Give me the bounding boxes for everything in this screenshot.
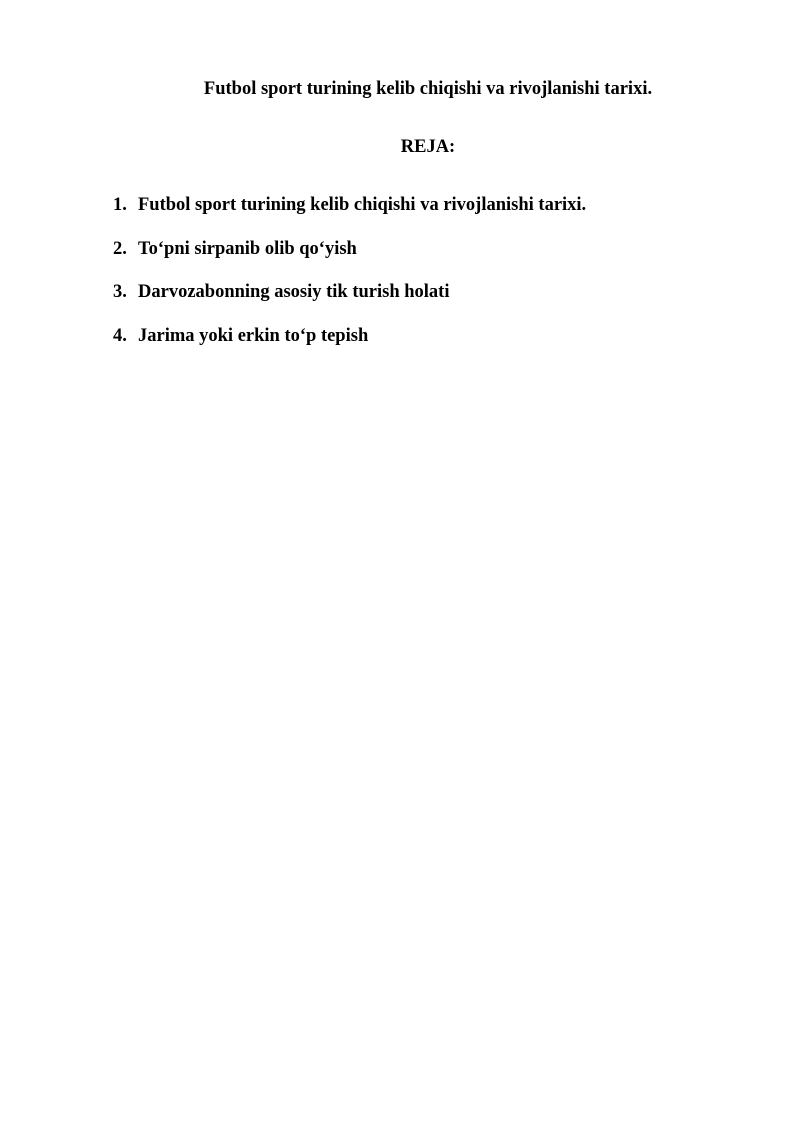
plan-item-text: Futbol sport turining kelib chiqishi va rivojlanishi tarixi. [138, 195, 587, 215]
plan-item-3 [113, 280, 586, 304]
plan-item-2 [113, 237, 586, 261]
plan-item-number: 1. [113, 195, 127, 215]
plan-item-1 [113, 193, 586, 217]
plan-item-text: Darvozabonning asosiy tik turish holati [138, 282, 450, 302]
plan-item-4 [113, 324, 586, 348]
plan-list [113, 193, 586, 367]
document-title: Futbol sport turining kelib chiqishi va rivojlanishi tarixi. [203, 79, 653, 99]
plan-item-number: 2. [113, 238, 127, 259]
plan-item-number: 4. [113, 325, 127, 346]
plan-item-number: 3. [113, 282, 127, 302]
plan-heading: REJA: [400, 137, 456, 157]
plan-item-text: Jarima yoki erkin to‘p tepish [138, 325, 369, 346]
plan-item-text: To‘pni sirpanib olib qo‘yish [138, 238, 357, 259]
